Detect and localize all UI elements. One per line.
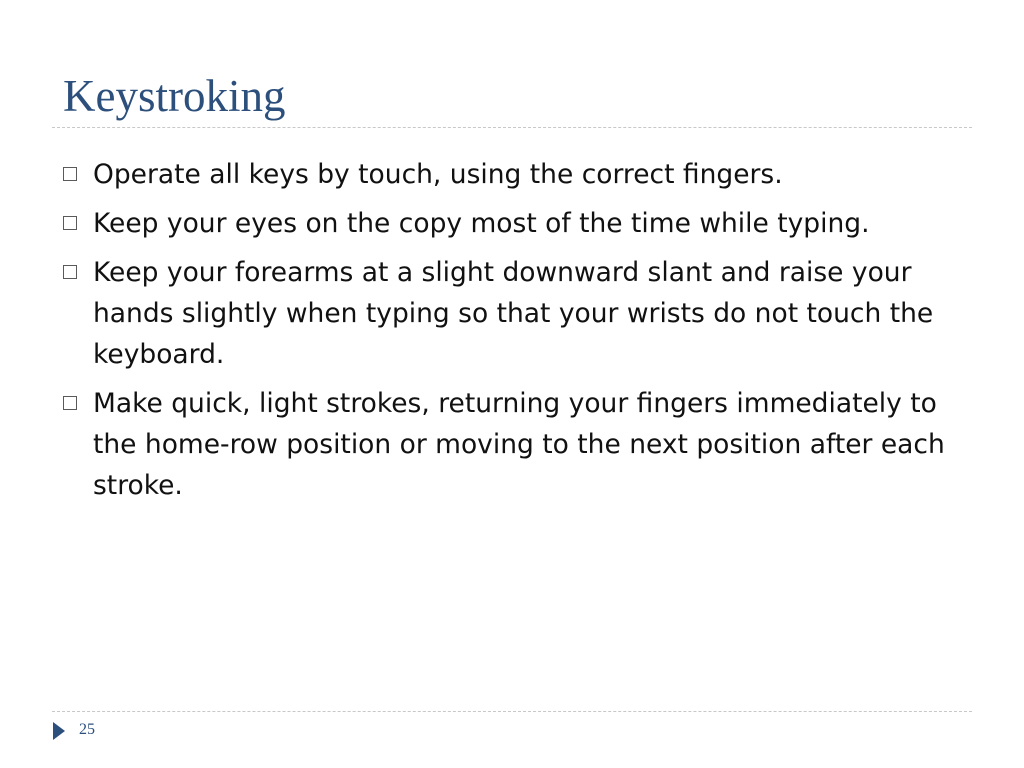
footer-divider	[52, 711, 972, 712]
bullet-text: Operate all keys by touch, using the correct fingers.	[93, 159, 783, 190]
bullet-text: Make quick, light strokes, returning your fingers immediately to the home-row position or moving to the next position after each stroke.	[93, 388, 945, 501]
bullet-list	[63, 154, 968, 514]
slide-title: Keystroking	[63, 71, 286, 121]
hollow-square-icon	[63, 167, 77, 181]
bullet-item	[63, 154, 968, 195]
title-divider	[52, 127, 972, 128]
bullet-text: Keep your forearms at a slight downward slant and raise your hands slightly when typing so that your wrists do not touch the keyboard.	[93, 257, 934, 370]
triangle-right-icon	[53, 722, 65, 740]
page-number: 25	[79, 721, 95, 738]
hollow-square-icon	[63, 265, 77, 279]
bullet-item	[63, 252, 968, 375]
hollow-square-icon	[63, 396, 77, 410]
bullet-item	[63, 383, 968, 506]
hollow-square-icon	[63, 216, 77, 230]
bullet-text: Keep your eyes on the copy most of the time while typing.	[93, 208, 870, 239]
bullet-item	[63, 203, 968, 244]
